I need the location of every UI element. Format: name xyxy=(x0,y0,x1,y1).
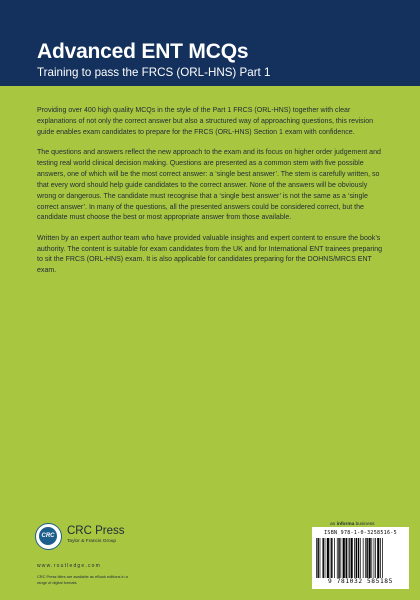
blurb-paragraph-3: Written by an expert author team who have provided valuable insights and expert content to ensure the book’s authority. The content is suitable for exam candidates from the UK and for International ENT trainees preparing to sit the FRCS (ORL-HNS) exam. It is also applicable for candidates preparing for the DOHNS/MRCS ENT exam. xyxy=(37,234,383,275)
barcode-bar xyxy=(354,538,355,578)
barcode-bar xyxy=(322,538,323,578)
ebook-note: CRC Press titles are available as eBook editions in a range of digital formats xyxy=(37,574,128,585)
barcode-bar xyxy=(334,538,335,578)
barcode-bar xyxy=(358,538,359,578)
barcode-bar xyxy=(317,538,318,578)
blurb-paragraph-1: Providing over 400 high quality MCQs in the style of the Part 1 FRCS (ORL-HNS) together with clear explanations of not only the correct answer but also a structured way of approaching questions, this revision guide enables exam candidates to prepare for the FRCS (ORL-HNS) Section 1 exam with confidence. xyxy=(37,107,374,136)
book-subtitle: Training to pass the FRCS (ORL-HNS) Part 1 xyxy=(37,66,271,79)
barcode-bar xyxy=(360,538,361,578)
barcode-bar xyxy=(316,538,317,578)
barcode-bar xyxy=(377,538,379,578)
barcode-bar xyxy=(356,538,357,578)
book-title: Advanced ENT MCQs xyxy=(37,40,249,63)
publisher-website: www.routledge.com xyxy=(37,563,102,569)
barcode-bar xyxy=(348,538,349,578)
barcode-bar xyxy=(363,538,364,578)
publisher-group: Taylor & Francis Group xyxy=(67,539,117,544)
informa-brand: informa xyxy=(336,522,355,527)
blurb-paragraph-2: The questions and answers reflect the new approach to the exam and its focus on higher order judgement and testing real world clinical decision making. Questions are presented as a common stem with five possible answers, one of which will be the most correct answer: a ‘single best answer’. The stem is carefully written, so that every word should help guide candidates to the correct answer. None of the answers will be obviously wrong or dangerous. The candidate must recognise that a ‘single best answer’ is not the same as a ‘single correct answer’. In many of the questions, all the presented answers could be considered correct, but the candidate must choose the best or most appropriate answer from those available. xyxy=(37,149,381,222)
informa-suffix: business xyxy=(355,522,375,527)
barcode-bar xyxy=(331,538,332,578)
barcode-icon xyxy=(316,538,405,578)
isbn-label: ISBN 978-1-0-3258516-5 xyxy=(324,530,397,536)
barcode-bar xyxy=(369,538,371,578)
barcode-bar xyxy=(320,538,321,578)
publisher-name: CRC Press xyxy=(67,525,125,537)
barcode-bar xyxy=(380,538,381,578)
barcode-bar xyxy=(351,538,353,578)
barcode-bar xyxy=(371,538,372,578)
barcode-digits: 9 781032 585185 xyxy=(328,578,393,585)
barcode-bar xyxy=(374,538,375,578)
publisher-block xyxy=(35,523,215,557)
barcode-bar xyxy=(366,538,367,578)
barcode-bar xyxy=(337,538,338,578)
barcode-bar xyxy=(327,538,329,578)
barcode-bar xyxy=(365,538,366,578)
barcode-bar xyxy=(340,538,341,578)
cover-header xyxy=(0,0,420,86)
blurb xyxy=(37,106,387,287)
barcode-bar xyxy=(346,538,347,578)
informa-prefix: an xyxy=(330,522,336,527)
barcode-bar xyxy=(338,538,339,578)
barcode-bar xyxy=(382,538,383,578)
crc-logo-text: CRC xyxy=(39,527,57,545)
barcode-box xyxy=(312,527,409,589)
barcode-bar xyxy=(349,538,350,578)
barcode-bar xyxy=(325,538,326,578)
crc-logo-icon xyxy=(35,523,62,550)
barcode-bar xyxy=(375,538,376,578)
barcode-bar xyxy=(343,538,345,578)
barcode-bar xyxy=(330,538,331,578)
